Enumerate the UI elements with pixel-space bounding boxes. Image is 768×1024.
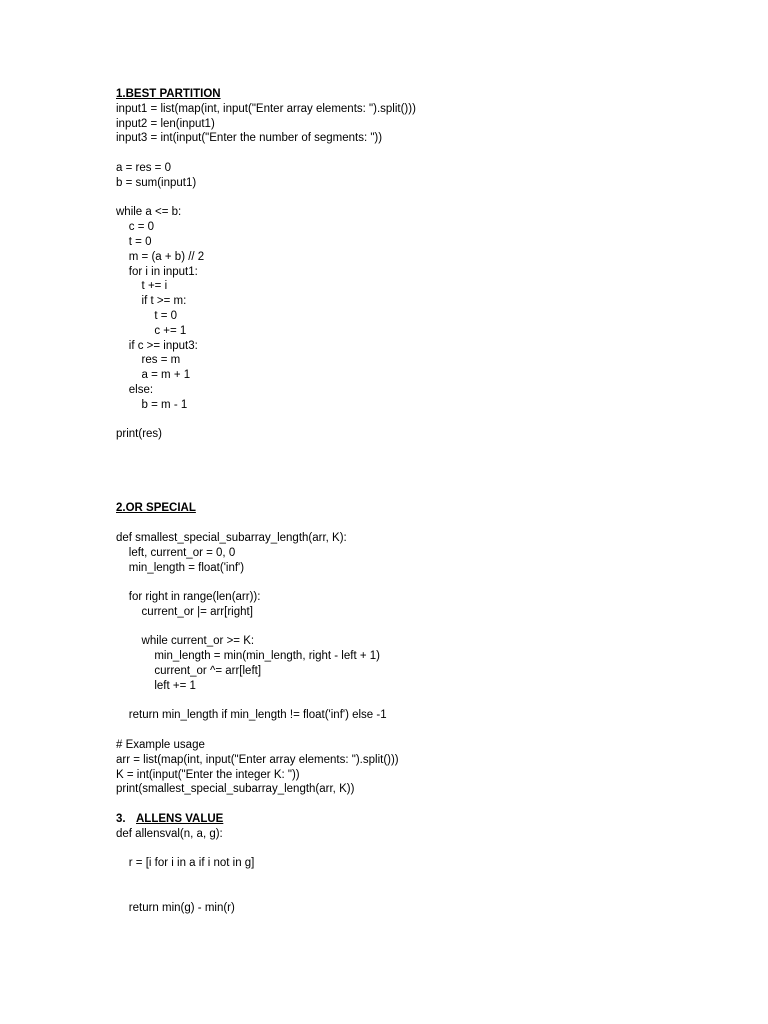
blank-line [116,694,416,709]
code-block [116,102,416,442]
code-line: m = (a + b) // 2 [116,250,205,263]
code-line: if c >= input3: [116,339,198,352]
code-line: t += i [116,280,168,293]
section-heading: 2.OR SPECIAL [116,502,196,515]
code-line: else: [116,383,154,396]
code-line: current_or ^= arr[left] [116,665,262,678]
blank-line [116,871,416,886]
code-line: input3 = int(input("Enter the number of segments: ")) [116,132,383,145]
code-line: left, current_or = 0, 0 [116,546,236,559]
blank-line [116,842,416,857]
code-line: res = m [116,354,181,367]
code-line: input1 = list(map(int, input("Enter array elements: ").split())) [116,102,416,115]
code-line: a = m + 1 [116,369,191,382]
code-line: print(smallest_special_subarray_length(arr, K)) [116,783,355,796]
code-line: def smallest_special_subarray_length(arr, K): [116,531,347,544]
code-line: r = [i for i in a if i not in g] [116,857,255,870]
code-block [116,516,416,797]
section-number: 3. [116,813,126,826]
code-line: min_length = min(min_length, right - left + 1) [116,650,380,663]
code-line: current_or |= arr[right] [116,605,253,618]
code-line: K = int(input("Enter the integer K: ")) [116,768,300,781]
code-block [116,827,416,916]
code-line: arr = list(map(int, input("Enter array elements: ").split())) [116,753,399,766]
code-line: return min_length if min_length != float('inf') else -1 [116,709,387,722]
code-line: for i in input1: [116,265,198,278]
code-line: c += 1 [116,324,187,337]
code-line: left += 1 [116,679,196,692]
code-document [116,87,416,916]
section-or-special [116,501,416,797]
code-line: a = res = 0 [116,161,171,174]
code-line: # Example usage [116,739,205,752]
section-best-partition [116,87,416,442]
section-heading: ALLENS VALUE [136,813,224,826]
code-line: def allensval(n, a, g): [116,827,223,840]
blank-line [116,723,416,738]
code-line: print(res) [116,428,163,441]
blank-line [116,516,416,531]
code-line: input2 = len(input1) [116,117,215,130]
blank-line [116,191,416,206]
blank-line [116,575,416,590]
code-line: while current_or >= K: [116,635,255,648]
code-line: b = m - 1 [116,398,188,411]
code-line: t = 0 [116,309,178,322]
code-line: b = sum(input1) [116,176,197,189]
section-heading: 1.BEST PARTITION [116,88,221,100]
blank-line [116,413,416,428]
blank-line [116,620,416,635]
code-line: while a <= b: [116,206,182,219]
code-line: for right in range(len(arr)): [116,591,261,604]
section-allens-value [116,812,416,916]
blank-line [116,886,416,901]
code-line: return min(g) - min(r) [116,901,235,914]
code-line: min_length = float('inf') [116,561,245,574]
code-line: if t >= m: [116,295,187,308]
code-line: t = 0 [116,235,152,248]
code-line: c = 0 [116,221,155,234]
blank-line [116,146,416,161]
